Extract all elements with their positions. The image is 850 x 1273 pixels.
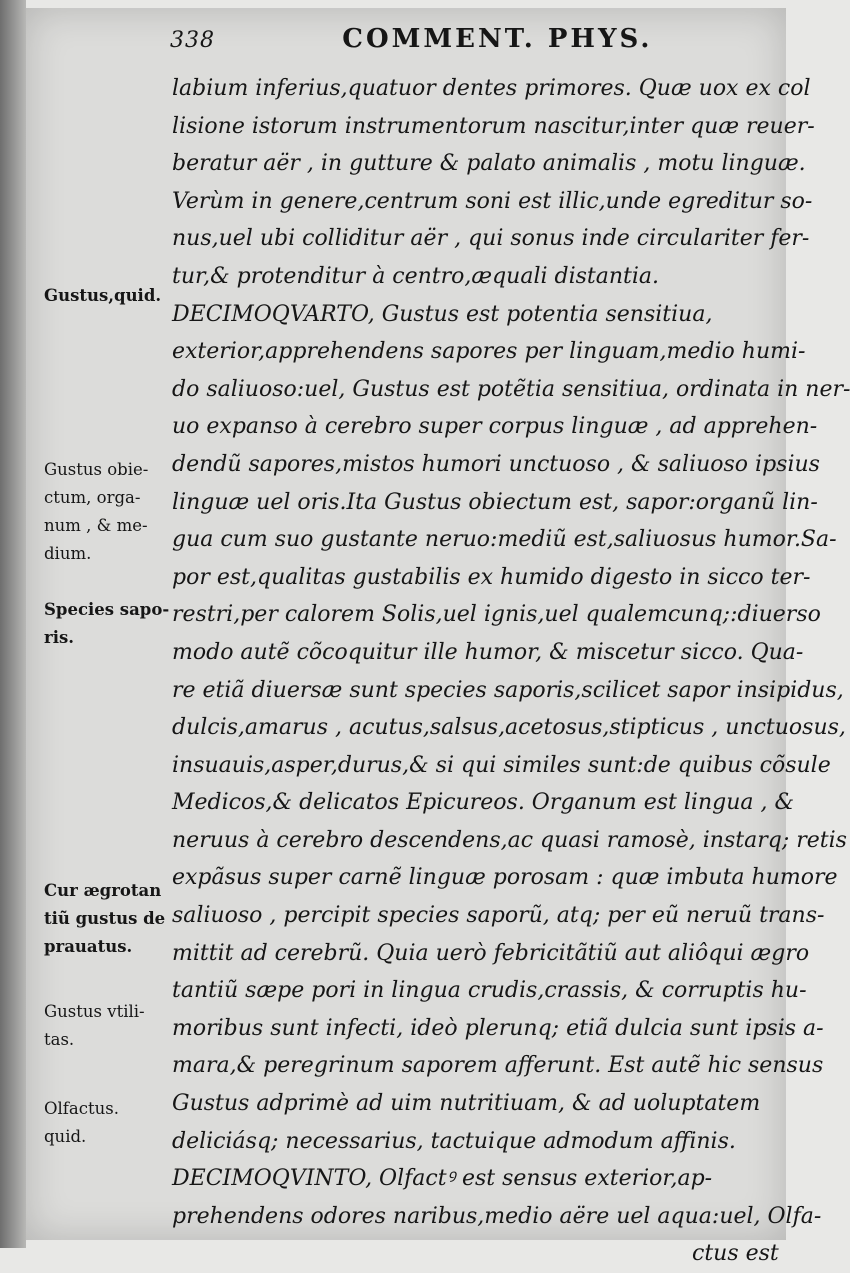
page-header: [170, 24, 652, 54]
margin-note-olfactus-1: Olfactus.: [44, 1099, 119, 1118]
margin-note-species-saporis-1: Species sapo-: [44, 600, 170, 619]
margin-note-cur-aegrotantium-1: Cur ægrotan: [44, 881, 162, 900]
text-line: saliuoso , percipit species saporũ, atq; per eũ neruũ trans-: [172, 903, 825, 929]
text-line: DECIMOQVINTO, Olfactꝰ est sensus exterior,ap-: [172, 1166, 713, 1192]
margin-note-gustus-obiectum-4: dium.: [44, 544, 92, 563]
margin-note-olfactus-2: quid.: [44, 1127, 87, 1146]
text-line: expãsus super carnẽ linguæ porosam : quæ imbuta humore: [172, 865, 838, 891]
margin-note-gustus-obiectum-2: ctum, orga-: [44, 488, 141, 507]
text-line: re etiã diuersæ sunt species saporis,scilicet sapor insipidus,: [172, 677, 844, 703]
text-line: moribus sunt infecti, ideò plerunq; etiã dulcia sunt ipsis a-: [172, 1015, 824, 1041]
text-line: labium inferius,quatuor dentes primores. Quæ uox ex col: [172, 76, 811, 101]
text-line: Gustus adprimè ad uim nutritiuam, & ad uoluptatem: [172, 1091, 761, 1117]
text-line: dulcis,amarus , acutus,salsus,acetosus,stipticus , unctuosus,: [172, 715, 846, 741]
margin-note-species-saporis-2: ris.: [44, 628, 74, 647]
text-line: neruus à cerebro descendens,ac quasi ramosè, instarq; retis: [172, 827, 847, 853]
running-title: COMMENT. PHYS.: [342, 24, 653, 54]
text-line: prehendens odores naribus,medio aëre uel aqua:uel, Olfa-: [172, 1203, 822, 1229]
margin-note-gustus-obiectum-1: Gustus obie-: [44, 460, 149, 479]
text-line: exterior,apprehendens sapores per linguam,medio humi-: [172, 339, 806, 365]
main-text-block: [172, 70, 850, 1273]
text-line: por est,qualitas gustabilis ex humido digesto in sicco ter-: [172, 564, 811, 590]
page-gutter-shadow: [0, 0, 26, 1248]
text-line: tur,& protenditur à centro,æquali distantia.: [172, 263, 660, 289]
text-line: nus,uel ubi colliditur aër , qui sonus inde circulariter fer-: [172, 226, 810, 252]
margin-note-gustus-utilitas-2: tas.: [44, 1030, 75, 1049]
text-line: restri,per calorem Solis,uel ignis,uel qualemcunq;:diuerso: [172, 602, 821, 628]
text-line: deliciásq; necessarius, tactuique admodum affinis.: [172, 1128, 736, 1154]
text-line: Verùm in genere,centrum soni est illic,unde egreditur so-: [172, 188, 813, 214]
text-line: tantiũ sæpe pori in lingua crudis,crassis, & corruptis hu-: [172, 978, 807, 1004]
text-line: mittit ad cerebrũ. Quia uerò febricitãtiũ aut aliôqui ægro: [172, 940, 810, 966]
margin-note-gustus-utilitas-1: Gustus vtili-: [44, 1002, 145, 1021]
text-line: beratur aër , in gutture & palato animalis , motu linguæ.: [172, 151, 806, 177]
margin-note-cur-aegrotantium-2: tiũ gustus de: [44, 909, 166, 928]
text-line: mara,& peregrinum saporem afferunt. Est autẽ hic sensus: [172, 1053, 824, 1079]
text-line: insuauis,asper,durus,& si qui similes sunt:de quibus cõsule: [172, 752, 831, 778]
text-line: gua cum suo gustante neruo:mediũ est,saliuosus humor.Sa-: [172, 527, 837, 553]
text-line: ctus est: [692, 1241, 779, 1267]
text-line: lisione istorum instrumentorum nascitur,inter quæ reuer-: [172, 113, 815, 139]
text-line: uo expanso à cerebro super corpus linguæ , ad apprehen-: [172, 414, 818, 440]
text-line: modo autẽ cõcoquitur ille humor, & miscetur sicco. Qua-: [172, 639, 804, 665]
page-number: 338: [170, 28, 215, 53]
margin-note-gustus-quid: Gustus,quid.: [44, 286, 162, 305]
text-line: linguæ uel oris.Ita Gustus obiectum est, sapor:organũ lin-: [172, 489, 818, 515]
text-line: DECIMOQVARTO, Gustus est potentia sensitiua,: [172, 301, 713, 327]
text-line: Medicos,& delicatos Epicureos. Organum est lingua , &: [172, 790, 795, 816]
text-line: dendũ sapores,mistos humori unctuoso , & saliuoso ipsius: [172, 451, 820, 477]
text-line: do saliuoso:uel, Gustus est potẽtia sensitiua, ordinata in ner-: [172, 376, 850, 402]
margin-note-cur-aegrotantium-3: prauatus.: [44, 937, 133, 956]
margin-note-gustus-obiectum-3: num , & me-: [44, 516, 148, 535]
